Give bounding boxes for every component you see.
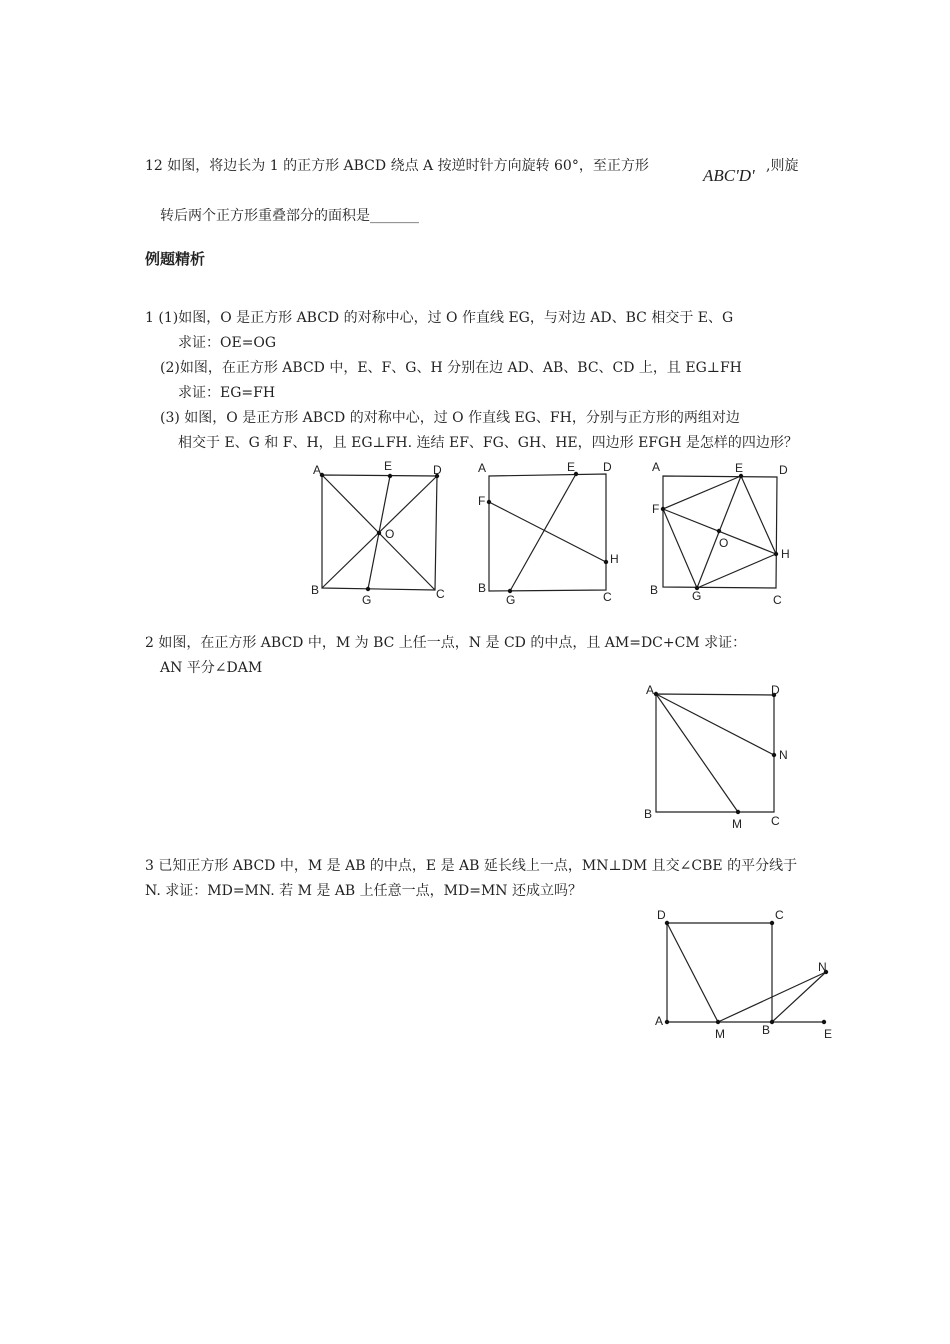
fig5-label-a: A	[655, 1014, 664, 1028]
fig5-label-n: N	[818, 960, 827, 974]
fig1-point-e	[388, 474, 392, 478]
p1-line-a1: 1 (1)如图，O 是正方形 ABCD 的对称中心，过 O 作直线 EG，与对边 AD、BC 相交于 E、G	[145, 310, 734, 326]
fig5-line-dm	[667, 923, 718, 1022]
fig1-label-g: G	[362, 593, 372, 607]
fig1-label-c: C	[436, 587, 445, 601]
fig4-line-an	[656, 694, 774, 755]
fig3-label-g: G	[692, 589, 702, 603]
p2-line1: 2 如图，在正方形 ABCD 中，M 为 BC 上任一点，N 是 CD 的中点，且 AM=DC+CM 求证：	[145, 635, 747, 651]
fig5-point-m	[716, 1020, 720, 1024]
fig5-label-m: M	[715, 1027, 725, 1041]
fig2-label-e: E	[567, 460, 576, 474]
figure-1	[300, 455, 460, 610]
fig3-label-a: A	[652, 460, 661, 474]
fig3-point-f	[661, 507, 665, 511]
fig4-label-c: C	[771, 814, 780, 828]
figure-2	[470, 455, 630, 610]
fig4-label-d: D	[771, 683, 780, 697]
p2-line2: AN 平分∠DAM	[160, 660, 263, 676]
fig4-label-b: B	[644, 807, 653, 821]
fig2-line-fh	[489, 502, 606, 562]
fig1-point-o	[377, 531, 381, 535]
fig3-label-o: O	[719, 536, 729, 550]
fig5-square	[667, 923, 772, 1022]
fig4-point-a	[654, 692, 658, 696]
fig4-label-a: A	[646, 683, 655, 697]
fig1-label-o: O	[385, 527, 395, 541]
fig2-label-h: H	[610, 552, 619, 566]
fig2-label-a: A	[478, 461, 487, 475]
fig2-point-h	[604, 560, 608, 564]
fig5-point-c	[770, 921, 774, 925]
fig4-square	[656, 694, 774, 812]
fig4-label-n: N	[779, 748, 788, 762]
fig3-label-b: B	[650, 583, 659, 597]
fig2-label-c: C	[603, 590, 612, 604]
p1-line-c1: (3) 如图，O 是正方形 ABCD 的对称中心，过 O 作直线 EG、FH，分别与正方形的两组对边	[160, 410, 740, 426]
fig4-point-n	[772, 753, 776, 757]
fig5-label-b: B	[762, 1023, 771, 1037]
fig4-point-m	[736, 810, 740, 814]
fig3-label-c: C	[773, 593, 782, 607]
fig3-point-o	[717, 529, 721, 533]
fig2-label-g: G	[506, 593, 516, 607]
fig1-point-g	[366, 587, 370, 591]
q12-line1	[145, 155, 649, 175]
fig1-label-e: E	[384, 459, 393, 473]
p1-line-b2: 求证：EG=FH	[178, 385, 276, 401]
fig5-label-c: C	[775, 908, 784, 922]
p1-line-a2: 求证：OE=OG	[178, 335, 277, 351]
fig5-line-bn	[772, 972, 826, 1022]
q12-line1-tail: ,则旋	[766, 158, 799, 174]
fig2-point-f	[487, 500, 491, 504]
fig1-label-b: B	[311, 583, 320, 597]
fig3-label-f: F	[652, 502, 660, 516]
p1-line-c2: 相交于 E、G 和 F、H，且 EG⊥FH. 连结 EF、FG、GH、HE，四边形 EFGH 是怎样的四边形？	[178, 435, 798, 451]
q12-line2: 转后两个正方形重叠部分的面积是_______	[160, 208, 419, 224]
figure-5	[645, 905, 840, 1045]
fig5-point-b	[770, 1020, 774, 1024]
q12-text-a: 12 如图，将边长为 1 的正方形 ABCD 绕点 A 按逆时针方向旋转 60°，至正方形	[145, 158, 649, 174]
fig5-label-d: D	[657, 908, 666, 922]
p3-line2: N. 求证：MD=MN. 若 M 是 AB 上任意一点，MD=MN 还成立吗？	[145, 883, 582, 899]
p1-line-b1: (2)如图，在正方形 ABCD 中，E、F、G、H 分别在边 AD、AB、BC、CD 上，且 EG⊥FH	[160, 360, 742, 376]
fig2-label-f: F	[478, 494, 486, 508]
fig5-point-a	[665, 1020, 669, 1024]
fig4-label-m: M	[732, 817, 742, 831]
fig3-label-h: H	[781, 547, 790, 561]
fig3-point-h	[774, 552, 778, 556]
figure-4	[640, 678, 800, 833]
fig2-label-b: B	[478, 581, 487, 595]
fig5-label-e: E	[824, 1027, 833, 1041]
fig3-label-d: D	[779, 463, 788, 477]
fig1-label-d: D	[433, 463, 442, 477]
section-title: 例题精析	[145, 250, 206, 268]
fig3-label-e: E	[735, 461, 744, 475]
figure-3	[640, 455, 800, 610]
fig2-label-d: D	[603, 460, 612, 474]
fig1-label-a: A	[313, 463, 322, 477]
q12-math: ABC'D'	[703, 166, 755, 185]
p3-line1: 3 已知正方形 ABCD 中，M 是 AB 的中点，E 是 AB 延长线上一点，MN⊥DM 且交∠CBE 的平分线于	[145, 858, 798, 874]
fig5-point-e	[822, 1020, 826, 1024]
fig4-line-am	[656, 694, 738, 812]
fig2-line-eg	[510, 474, 576, 591]
